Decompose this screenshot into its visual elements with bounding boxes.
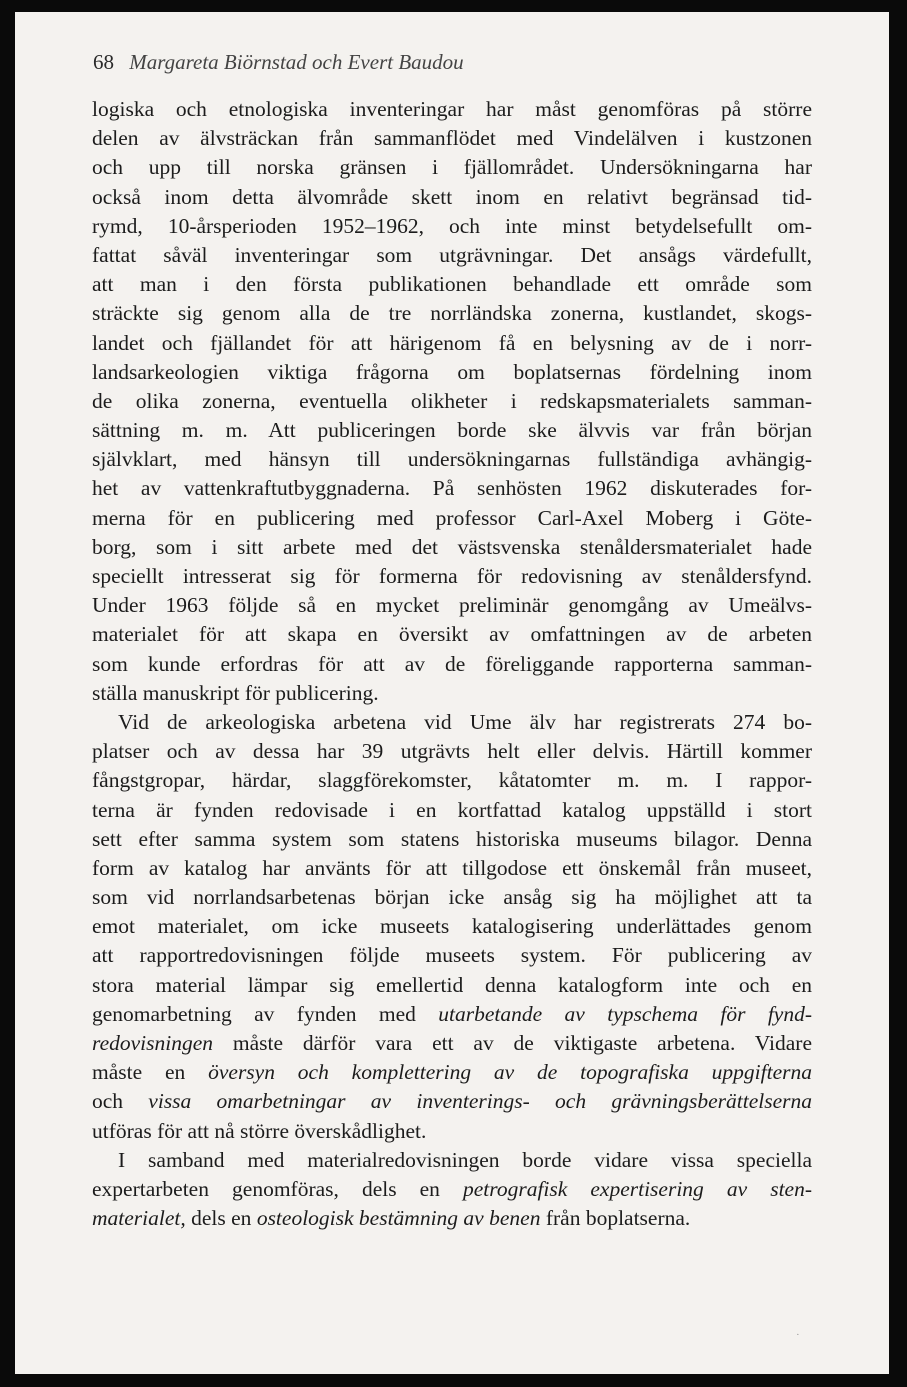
text-line: som vid norrlandsarbetenas början icke ansåg sig ha möjlighet att ta bbox=[92, 885, 812, 910]
text-line: logiska och etnologiska inventeringar har måst genomföras på större bbox=[92, 97, 812, 121]
text-line: het av vattenkraftutbyggnaderna. På senhösten 1962 diskuterades for- bbox=[92, 476, 812, 501]
text-line: att man i den första publikationen behandlade ett område som bbox=[92, 272, 812, 297]
text-line: speciellt intresserat sig för formerna för redovisning av stenåldersfynd. bbox=[92, 564, 812, 588]
running-title: Margareta Biörnstad och Evert Baudou bbox=[129, 50, 464, 74]
italic-phrase: vissa omarbetningar av inventerings- och grävningsberättelserna bbox=[148, 1089, 812, 1114]
body-text bbox=[92, 95, 812, 1233]
text-line: och upp till norska gränsen i fjällområdet. Undersökningarna har bbox=[92, 155, 812, 180]
text-line: I samband med materialredovisningen borde vidare vissa speciella bbox=[118, 1147, 812, 1172]
text-line: som kunde erfordras för att av de föreliggande rapporterna samman- bbox=[92, 651, 812, 676]
text-line: och vissa omarbetningar av inventerings- och grävningsberättelserna bbox=[92, 1089, 812, 1114]
text-line: materialet för att skapa en översikt av omfattningen av de arbeten bbox=[92, 622, 812, 647]
page-number: 68 bbox=[93, 50, 114, 74]
text-line: form av katalog har använts för att tillgodose ett önskemål från museet, bbox=[92, 855, 812, 880]
text-line: genomarbetning av fynden med utarbetande av typschema för fynd- bbox=[92, 1001, 812, 1026]
text-line: fattat såväl inventeringar som utgrävningar. Det ansågs värdefullt, bbox=[92, 242, 812, 267]
text-line: sträckte sig genom alla de tre norrländska zonerna, kustlandet, skogs- bbox=[92, 301, 812, 326]
text-line: landet och fjällandet för att härigenom få en belysning av de i norr- bbox=[92, 330, 812, 355]
text-line: redovisningen måste därför vara ett av de viktigaste arbetena. Vidare bbox=[92, 1031, 812, 1055]
text-line: terna är fynden redovisade i en kortfattad katalog uppställd i stort bbox=[92, 797, 812, 822]
page-header bbox=[93, 50, 464, 75]
text-line: stora material lämpar sig emellertid denna katalogform inte och en bbox=[92, 972, 812, 997]
text-line: Under 1963 följde så en mycket preliminär genomgång av Umeälvs- bbox=[92, 593, 812, 618]
italic-phrase: översyn och komplettering av de topografiska uppgifterna bbox=[208, 1060, 812, 1085]
text-line: landsarkeologien viktiga frågorna om boplatsernas fördelning inom bbox=[92, 359, 812, 384]
text-line: Vid de arkeologiska arbetena vid Ume älv har registrerats 274 bo- bbox=[118, 709, 812, 734]
text-line: självklart, med hänsyn till undersökningarnas fullständiga avhängig- bbox=[92, 447, 812, 472]
text-line: borg, som i sitt arbete med det västsvenska stenåldersmaterialet hade bbox=[92, 534, 812, 559]
italic-phrase: utarbetande av typschema för fynd- bbox=[438, 1001, 812, 1026]
italic-phrase: materialet, bbox=[92, 1206, 186, 1231]
text-line: också inom detta älvområde skett inom en relativt begränsad tid- bbox=[92, 184, 812, 209]
text-line: måste en översyn och komplettering av de topografiska uppgifterna bbox=[92, 1060, 812, 1085]
text-line: merna för en publicering med professor Carl-Axel Moberg i Göte- bbox=[92, 505, 812, 530]
text-line: fångstgropar, härdar, slaggförekomster, kåtatomter m. m. I rappor- bbox=[92, 768, 812, 793]
text-line: att rapportredovisningen följde museets system. För publicering av bbox=[92, 943, 812, 968]
text-line: utföras för att nå större överskådlighet. bbox=[92, 1118, 427, 1143]
text-line: sett efter samma system som statens historiska museums bilagor. Denna bbox=[92, 826, 812, 851]
text-line: materialet, dels en osteologisk bestämning av benen från boplatserna. bbox=[92, 1206, 691, 1231]
italic-phrase: osteologisk bestämning av benen bbox=[256, 1206, 541, 1231]
italic-phrase: petrografisk expertisering av sten- bbox=[463, 1176, 812, 1201]
text-line: delen av älvsträckan från sammanflödet med Vindelälven i kustzonen bbox=[92, 126, 812, 151]
text-line: sättning m. m. Att publiceringen borde ske älvvis var från början bbox=[92, 418, 812, 443]
book-page bbox=[15, 12, 889, 1374]
text-line: de olika zonerna, eventuella olikheter i redskapsmaterialets samman- bbox=[92, 388, 812, 413]
italic-phrase: redovisningen bbox=[92, 1031, 214, 1055]
print-speck: · bbox=[796, 1329, 800, 1341]
text-line: ställa manuskript för publicering. bbox=[92, 680, 379, 705]
text-line: platser och av dessa har 39 utgrävts helt eller delvis. Härtill kommer bbox=[92, 739, 812, 764]
text-line: emot materialet, om icke museets katalogisering underlättades genom bbox=[92, 914, 812, 939]
text-line: rymd, 10-årsperioden 1952–1962, och inte minst betydelsefullt om- bbox=[92, 213, 812, 238]
text-line: expertarbeten genomföras, dels en petrografisk expertisering av sten- bbox=[92, 1176, 812, 1201]
